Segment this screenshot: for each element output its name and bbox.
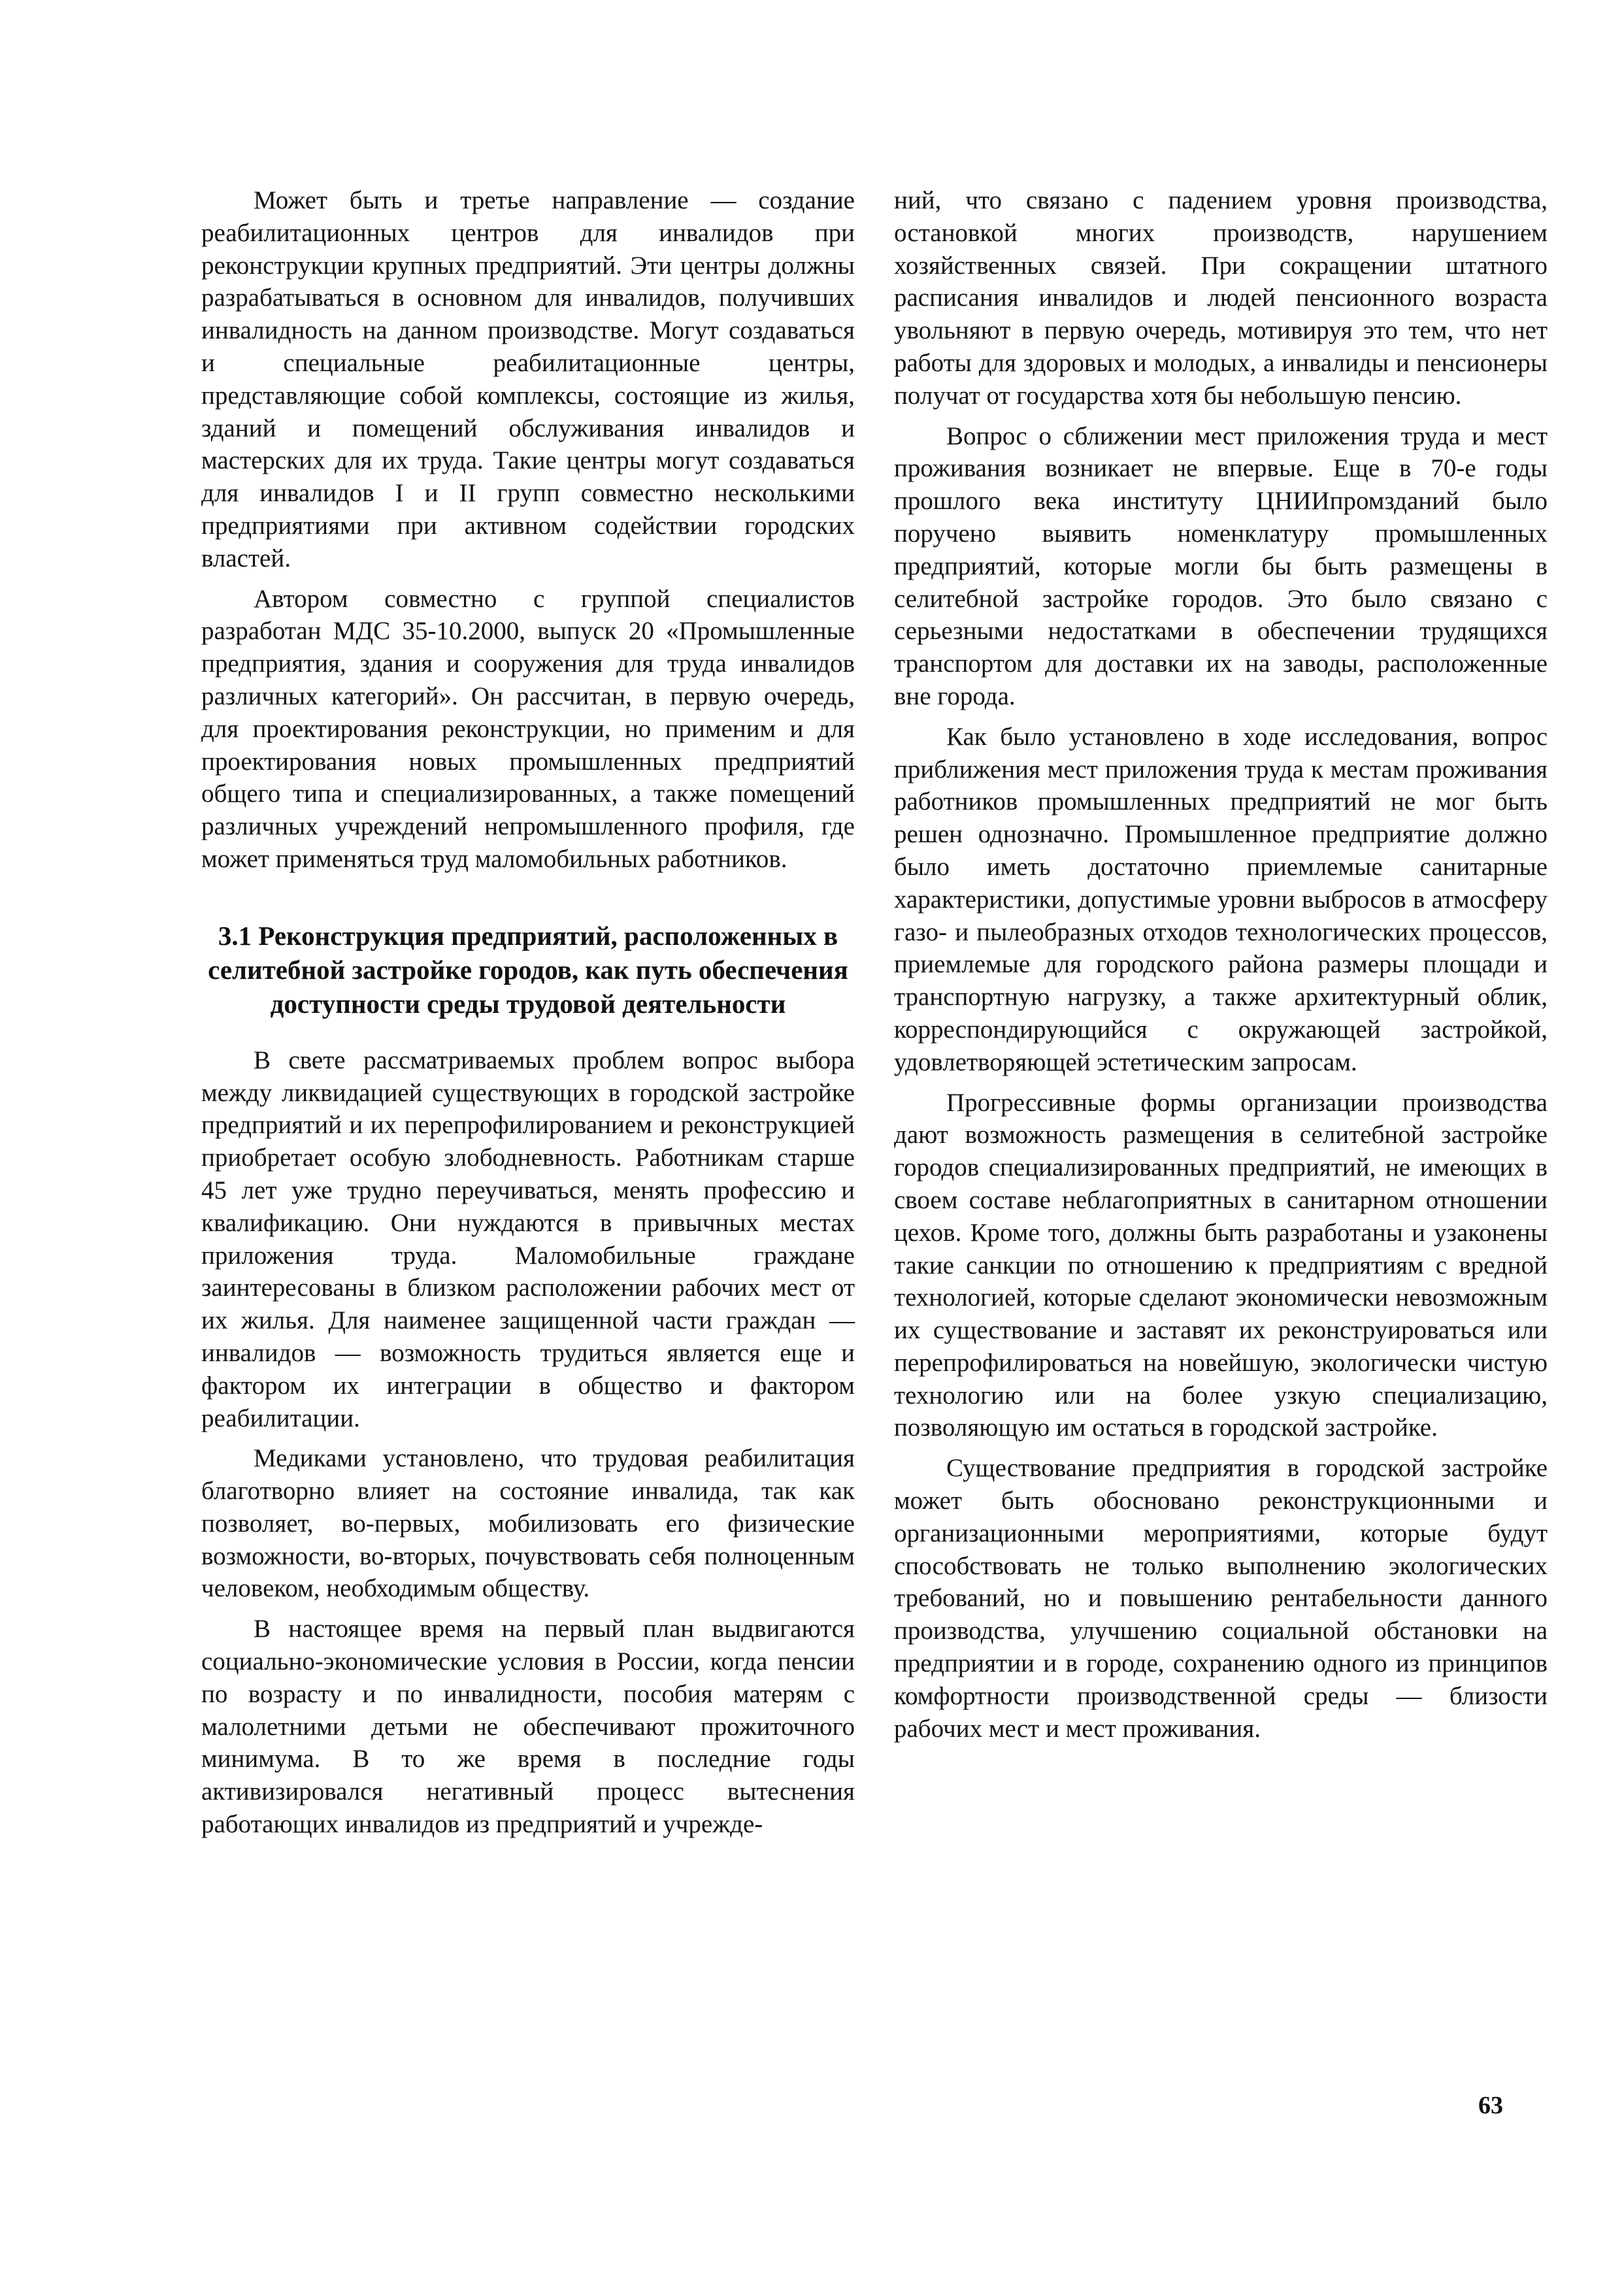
paragraph-work-residence-proximity: Вопрос о сближении мест приложения труда и мест проживания возникает не впервые. Еще в 70-е годы прошлого века институту ЦНИИпромзданий было поручено выявить номенклатуру промышленных предприятий, которые могли бы быть размещены в селитебной застройке городов. Это было связано с серьезными недостатками в обеспечении трудящихся транспортом для доставки их на заводы, расположенные вне города.: [894, 421, 1548, 710]
right-column: [894, 184, 1548, 1745]
paragraph-progressive-forms: Прогрессивные формы организации производства дают возможность размещения в селитебной застройке городов специализированных предприятий, не имеющих в своем составе неблагоприятных в санитарном отношении цехов. Кроме того, должны быть разработаны и узаконены такие санкции по отношению к предприятиям с вредной технологией, которые сделают экономически невозможным их существование и заставят их реконструироваться или перепрофилироваться на новейшую, экологически чистую технологию или на более узкую специализацию, позволяющую им остаться в городской застройке.: [894, 1088, 1548, 1442]
paragraph-enterprise-existence: Существование предприятия в городской застройке может быть обосновано реконструкционными и организационными мероприятиями, которые будут способствовать не только выполнению экологических требований, но и повышению рентабельности данного производства, улучшению социальной обстановки на предприятии и в городе, сохранению одного из принципов комфортности производственной среды — близости рабочих мест и мест проживания.: [894, 1454, 1548, 1743]
section-heading-3-1: 3.1 Реконструкция предприятий, расположенных в селитебной застройке городов, как путь обеспечения доступности среды трудовой деятельности: [208, 920, 848, 1019]
paragraph-medical-rehabilitation: Медиками установлено, что трудовая реабилитация благотворно влияет на состояние инвалида, так как позволяет, во-первых, мобилизовать его физические возможности, во-вторых, почувствовать себя полноценным человеком, необходимым обществу.: [201, 1444, 855, 1603]
page-number: 63: [1478, 2092, 1503, 2119]
paragraph-continuation: ний, что связано с падением уровня производства, остановкой многих производств, нарушением хозяйственных связей. При сокращении штатного расписания инвалидов и людей пенсионного возраста увольняют в первую очередь, мотивируя это тем, что нет работы для здоровых и молодых, а инвалиды и пенсионеры получат от государства хотя бы небольшую пенсию.: [894, 186, 1548, 410]
paragraph-research-findings: Как было установлено в ходе исследования, вопрос приближения мест приложения труда к местам проживания работников промышленных предприятий не мог быть решен однозначно. Промышленное предприятие должно было иметь достаточно приемлемые санитарные характеристики, допустимые уровни выбросов в атмосферу газо- и пылеобразных отходов технологических процессов, приемлемые для городского района размеры площади и транспортную нагрузку, а также архитектурный облик, корреспондирующийся с окружающей застройкой, удовлетворяющей эстетическим запросам.: [894, 722, 1548, 1076]
left-column: [201, 184, 855, 1841]
paragraph-rehab-centers: Может быть и третье направление — создание реабилитационных центров для инвалидов при реконструкции крупных предприятий. Эти центры должны разрабатываться в основном для инвалидов, получивших инвалидность на данном производстве. Могут создаваться и специальные реабилитационные центры, представляющие собой комплексы, состоящие из жилья, зданий и помещений обслуживания инвалидов и мастерских для их труда. Такие центры могут создаваться для инвалидов I и II групп совместно несколькими предприятиями при активном содействии городских властей.: [201, 186, 855, 572]
paragraph-liquidation-vs-reconstruction: В свете рассматриваемых проблем вопрос выбора между ликвидацией существующих в городской застройке предприятий и их перепрофилированием и реконструкцией приобретает особую злободневность. Работникам старше 45 лет уже трудно переучиваться, менять профессию и квалификацию. Они нуждаются в привычных местах приложения труда. Маломобильные граждане заинтересованы в близком расположении рабочих мест от их жилья. Для наименее защищенной части граждан — инвалидов — возможность трудиться является еще и фактором их интеграции в общество и фактором реабилитации.: [201, 1046, 855, 1432]
paragraph-socio-economic-conditions: В настоящее время на первый план выдвигаются социально-экономические условия в России, когда пенсии по возрасту и по инвалидности, пособия матерям с малолетними детьми не обеспечивают прожиточного минимума. В то же время в последние годы активизировался негативный процесс вытеснения работающих инвалидов из предприятий и учрежде-: [201, 1615, 855, 1839]
paragraph-mds-standard: Автором совместно с группой специалистов разработан МДС 35-10.2000, выпуск 20 «Промышленные предприятия, здания и сооружения для труда инвалидов различных категорий». Он рассчитан, в первую очередь, для проектирования реконструкции, но применим и для проектирования новых промышленных предприятий общего типа и специализированных, а также помещений различных учреждений непромышленного профиля, где может применяться труд маломобильных работников.: [201, 584, 855, 873]
